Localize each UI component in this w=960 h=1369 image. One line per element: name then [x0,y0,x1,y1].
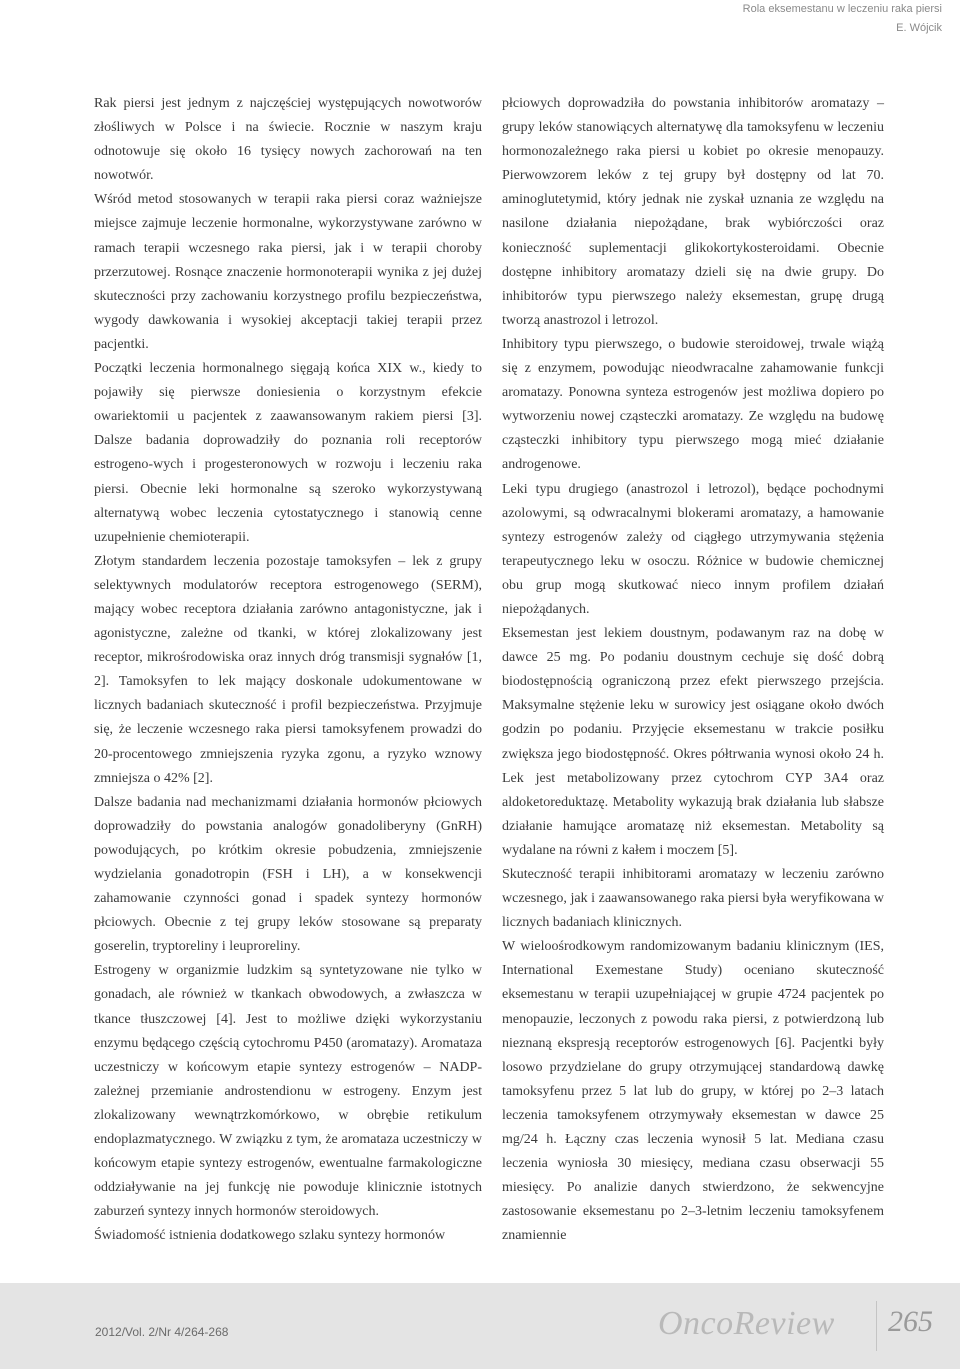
paragraph: Dalsze badania nad mechanizmami działania hormonów płciowych doprowadziły do powstania analogów gonadoliberyny (GnRH) powodujących, po krótkim okresie pobudzenia, zmniejszenie wydzielania gonadotropin (FSH i LH), a w konsekwencji zahamowanie czynności gonad i spadek syntezy hormonów płciowych. Obecnie z tej grupy leków stosowane są preparaty goserelin, tryptoreliny i leuproreliny. [94,794,482,955]
paragraph: Skuteczność terapii inhibitorami aromatazy w leczeniu zarówno wczesnego, jak i zaawansowanego raka piersi była weryfikowana w licznych badaniach klinicznych. [502,867,884,931]
journal-logo: OncoReview [658,1305,835,1342]
running-head-author: E. Wójcik [896,22,942,34]
paragraph: Wśród metod stosowanych w terapii raka piersi coraz ważniejsze miejsce zajmuje leczenie hormonalne, wykorzystywane zarówno w ramach terapii wczesnego raka piersi, jak i w terapii choroby przerzutowej. Rosnące znaczenie hormonoterapii wynika z jej dużej skuteczności przy zachowaniu korzystnego profilu bezpieczeństwa, wygody dawkowania i wysokiej akceptacji takiej terapii przez pacjentki. [94,192,482,352]
footer-citation: 2012/Vol. 2/Nr 4/264-268 [95,1325,229,1339]
right-column [502,92,884,1249]
paragraph: Eksemestan jest lekiem doustnym, podawanym raz na dobę w dawce 25 mg. Po podaniu doustnym cechuje się dość dobrą biodostępnością ograniczoną przez efekt pierwszego przejścia. Maksymalne stężenie leku w surowicy jest osiągane około dwóch godzin po podaniu. Przyjęcie eksemestanu w trakcie posiłku zwiększa jego biodostępność. Okres półtrwania wynosi około 24 h. Lek jest metabolizowany przez cytochrom CYP 3A4 oraz aldoketoreduktazę. Metabolity wykazują brak działania lub słabsze działanie hamujące aromatazę niż eksemestan. Metabolity są wydalane na równi z kałem i moczem [5]. [502,626,884,858]
paragraph: Złotym standardem leczenia pozostaje tamoksyfen – lek z grupy selektywnych modulatorów receptora estrogenowego (SERM), mający wobec receptora działania zarówno antagonistyczne, jak i agonistyczne, zależne od tkanki, w której zlokalizowany jest receptor, mikrośrodowiska oraz innych dróg transmisji sygnałów [1, 2]. Tamoksyfen to lek mający doskonale udokumentowane w licznych badaniach skuteczność i profil bezpieczeństwa. Przyjmuje się, że leczenie wczesnego raka piersi tamoksyfenem prowadzi do 20-procentowego zmniejszenia ryzyka zgonu, a ryzyko wznowy zmniejsza o 42% [2]. [94,553,482,786]
page-number: 265 [888,1305,933,1338]
paragraph: Inhibitory typu pierwszego, o budowie steroidowej, trwale wiążą się z enzymem, powodując nieodwracalne zahamowanie funkcji aromatazy. Ponowna synteza estrogenów jest możliwa dopiero po wytworzeniu nowej cząsteczki aromatazy. Ze względu na budowę cząsteczki inhibitory typu pierwszego mogą mieć działanie androgenowe. [502,336,884,473]
paragraph: Leki typu drugiego (anastrozol i letrozol), będące pochodnymi azolowymi, są odwracalnymi blokerami aromatazy, a hamowanie syntezy estrogenów zależy od ciągłego utrzymywania stężenia terapeutycznego leku w osoczu. Różnice w budowie chemicznej obu grup mogą skutkować nieco innym profilem działań niepożądanych. [502,481,884,617]
paragraph: płciowych doprowadziła do powstania inhibitorów aromatazy – grupy leków stanowiących alternatywę dla tamoksyfenu w leczeniu hormonozależnego raka piersi u kobiet po okresie menopauzy. Pierwowzorem leków z tej grupy był dostępny od lat 70. aminoglutetymid, który jednak nie zyskał uznania ze względu na nasilone działania niepożądane, brak wybiórczości oraz konieczność suplementacji glikokortykosteroidami. Obecnie dostępne inhibitory aromatazy dzieli się na dwie grupy. Do inhibitorów typu pierwszego należy eksemestan, grupę drugą tworzą anastrozol i letrozol. [502,96,884,328]
paragraph: Początki leczenia hormonalnego sięgają końca XIX w., kiedy to pojawiły się pierwsze doniesienia o korzystnym efekcie owariektomii u pacjentek z zaawansowanym rakiem piersi [3]. Dalsze badania doprowadziły do poznania roli receptorów estrogeno-wych i progesteronowych w rozwoju i leczeniu raka piersi. Obecnie leki hormonalne są szeroko wykorzystywaną alternatywą wobec leczenia cytostatycznego i stanowią cenne uzupełnienie chemioterapii. [94,361,482,545]
running-head [743,0,942,38]
paragraph: Estrogeny w organizmie ludzkim są syntetyzowane nie tylko w gonadach, ale również w tkankach obwodowych, a zwłaszcza w tkance tłuszczowej [4]. Jest to możliwe dzięki wykorzystaniu enzymu będącego częścią cytochromu P450 (aromatazy). Aromataza uczestniczy w końcowym etapie syntezy estrogenów – NADP-zależnej przemianie androstendionu w estrogeny. Enzym jest zlokalizowany wewnątrzkomórkowo, w obrębie retikulum endoplazmatycznego. W związku z tym, że aromataza uczestniczy w końcowym etapie syntezy estrogenów, ewentualne farmakologiczne oddziaływanie na jej funkcję nie powoduje klinicznie istotnych zaburzeń syntezy innych hormonów steroidowych. [94,963,482,1220]
paragraph: Rak piersi jest jednym z najczęściej występujących nowotworów złośliwych w Polsce i na świecie. Rocznie w naszym kraju odnotowuje się około 16 tysięcy nowych zachorowań na ten nowotwór. [94,96,482,184]
paragraph: Świadomość istnienia dodatkowego szlaku syntezy hormonów [94,1228,446,1244]
page-footer [0,1283,960,1369]
footer-divider [876,1301,877,1351]
left-column [94,92,482,1249]
paragraph: W wieloośrodkowym randomizowanym badaniu klinicznym (IES, International Exemestane Study) oceniano skuteczność eksemestanu w terapii uzupełniającej w grupie 4724 pacjentek po menopauzie, leczonych z powodu raka piersi, z potwierdzoną lub nieznaną ekspresją receptorów estrogenowych [6]. Pacjentki były losowo przydzielane do grupy otrzymującej standardową dawkę tamoksyfenu przez 5 lat lub do grupy, w której po 2–3 latach leczenia tamoksyfenem otrzymywały eksemestan w dawce 25 mg/24 h. Łączny czas leczenia wynosił 5 lat. Mediana czasu leczenia wyniosła 30 miesięcy, mediana czasu obserwacji 55 miesięcy. Po analizie danych stwierdzono, że sekwencyjne zastosowanie eksemestanu po 2–3-letnim leczeniu tamoksyfenem znamiennie [502,939,884,1244]
running-head-title: Rola eksemestanu w leczeniu raka piersi [742,3,942,15]
